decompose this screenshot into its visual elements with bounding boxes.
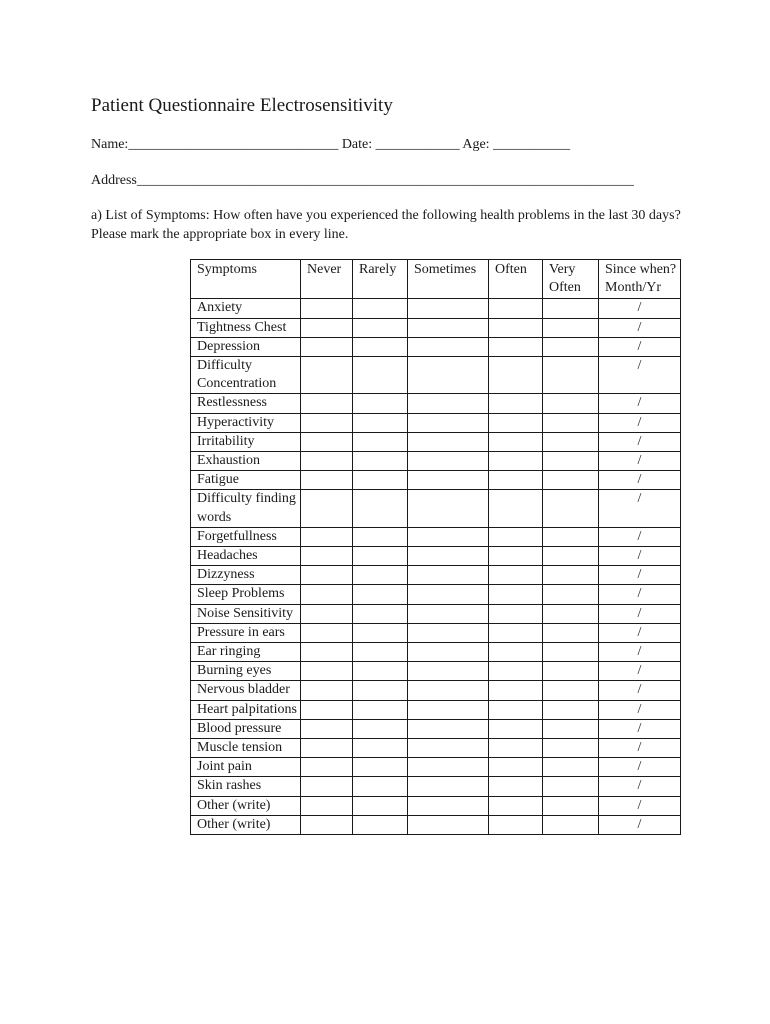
very-often-checkbox-cell[interactable] [543,413,599,432]
sometimes-checkbox-cell[interactable] [408,796,489,815]
symptom-name: Muscle tension [191,739,301,758]
table-row [191,662,681,681]
since-when-field[interactable]: / [599,299,681,318]
never-checkbox-cell[interactable] [301,643,353,662]
very-often-checkbox-cell[interactable] [543,299,599,318]
never-checkbox-cell[interactable] [301,413,353,432]
sometimes-checkbox-cell[interactable] [408,471,489,490]
very-often-checkbox-cell[interactable] [543,527,599,546]
often-checkbox-cell[interactable] [489,758,543,777]
since-when-field[interactable]: / [599,815,681,834]
symptom-name: Difficulty finding words [191,490,301,527]
sometimes-checkbox-cell[interactable] [408,604,489,623]
very-often-checkbox-cell[interactable] [543,357,599,394]
since-when-field[interactable]: / [599,585,681,604]
sometimes-checkbox-cell[interactable] [408,815,489,834]
very-often-checkbox-cell[interactable] [543,394,599,413]
never-checkbox-cell[interactable] [301,758,353,777]
address-line[interactable]: Address_______________________________________________________________________ [91,173,634,188]
table-row [191,490,681,527]
rarely-checkbox-cell[interactable] [353,662,408,681]
since-when-field[interactable]: / [599,604,681,623]
since-when-field[interactable]: / [599,318,681,337]
rarely-checkbox-cell[interactable] [353,700,408,719]
rarely-checkbox-cell[interactable] [353,471,408,490]
header-sometimes: Sometimes [408,260,489,299]
never-checkbox-cell[interactable] [301,337,353,356]
never-checkbox-cell[interactable] [301,299,353,318]
sometimes-checkbox-cell[interactable] [408,452,489,471]
often-checkbox-cell[interactable] [489,777,543,796]
symptom-name: Depression [191,337,301,356]
sometimes-checkbox-cell[interactable] [408,739,489,758]
often-checkbox-cell[interactable] [489,413,543,432]
table-row [191,739,681,758]
never-checkbox-cell[interactable] [301,604,353,623]
often-checkbox-cell[interactable] [489,299,543,318]
often-checkbox-cell[interactable] [489,547,543,566]
table-header-row [191,260,681,299]
since-when-field[interactable]: / [599,643,681,662]
since-when-field[interactable]: / [599,394,681,413]
often-checkbox-cell[interactable] [489,357,543,394]
symptom-name: Difficulty Concentration [191,357,301,394]
sometimes-checkbox-cell[interactable] [408,719,489,738]
rarely-checkbox-cell[interactable] [353,318,408,337]
sometimes-checkbox-cell[interactable] [408,432,489,451]
very-often-checkbox-cell[interactable] [543,318,599,337]
often-checkbox-cell[interactable] [489,623,543,642]
symptom-name: Exhaustion [191,452,301,471]
symptoms-instructions: a) List of Symptoms: How often have you experienced the following health problems in the last 30 days? Please mark the appropriate box in every line. [91,208,681,242]
symptom-name: Burning eyes [191,662,301,681]
symptom-name: Other (write) [191,815,301,834]
symptom-name: Anxiety [191,299,301,318]
table-row [191,643,681,662]
very-often-checkbox-cell[interactable] [543,471,599,490]
symptom-name: Tightness Chest [191,318,301,337]
never-checkbox-cell[interactable] [301,566,353,585]
sometimes-checkbox-cell[interactable] [408,413,489,432]
since-when-field[interactable]: / [599,357,681,394]
never-checkbox-cell[interactable] [301,681,353,700]
table-row [191,585,681,604]
never-checkbox-cell[interactable] [301,547,353,566]
symptom-name: Blood pressure [191,719,301,738]
since-when-field[interactable]: / [599,739,681,758]
very-often-checkbox-cell[interactable] [543,719,599,738]
sometimes-checkbox-cell[interactable] [408,700,489,719]
table-row [191,318,681,337]
table-row [191,719,681,738]
often-checkbox-cell[interactable] [489,490,543,527]
symptom-name: Restlessness [191,394,301,413]
table-row [191,357,681,394]
very-often-checkbox-cell[interactable] [543,815,599,834]
symptom-name: Irritability [191,432,301,451]
symptoms-table [190,259,681,835]
table-row [191,777,681,796]
often-checkbox-cell[interactable] [489,662,543,681]
sometimes-checkbox-cell[interactable] [408,681,489,700]
symptom-name: Dizzyness [191,566,301,585]
often-checkbox-cell[interactable] [489,739,543,758]
rarely-checkbox-cell[interactable] [353,432,408,451]
table-row [191,623,681,642]
often-checkbox-cell[interactable] [489,643,543,662]
rarely-checkbox-cell[interactable] [353,777,408,796]
very-often-checkbox-cell[interactable] [543,432,599,451]
symptom-name: Noise Sensitivity [191,604,301,623]
rarely-checkbox-cell[interactable] [353,566,408,585]
since-when-field[interactable]: / [599,566,681,585]
rarely-checkbox-cell[interactable] [353,758,408,777]
table-row [191,758,681,777]
name-date-age-line[interactable]: Name:______________________________ Date: ____________ Age: ___________ [91,137,571,152]
symptom-name: Joint pain [191,758,301,777]
very-often-checkbox-cell[interactable] [543,643,599,662]
since-when-field[interactable]: / [599,681,681,700]
rarely-checkbox-cell[interactable] [353,739,408,758]
rarely-checkbox-cell[interactable] [353,681,408,700]
since-when-field[interactable]: / [599,700,681,719]
never-checkbox-cell[interactable] [301,777,353,796]
very-often-checkbox-cell[interactable] [543,623,599,642]
symptom-name: Fatigue [191,471,301,490]
symptom-name: Nervous bladder [191,681,301,700]
since-when-field[interactable]: / [599,471,681,490]
never-checkbox-cell[interactable] [301,719,353,738]
never-checkbox-cell[interactable] [301,318,353,337]
never-checkbox-cell[interactable] [301,739,353,758]
since-when-field[interactable]: / [599,452,681,471]
never-checkbox-cell[interactable] [301,490,353,527]
never-checkbox-cell[interactable] [301,471,353,490]
header-often: Often [489,260,543,299]
since-when-field[interactable]: / [599,432,681,451]
rarely-checkbox-cell[interactable] [353,604,408,623]
often-checkbox-cell[interactable] [489,796,543,815]
very-often-checkbox-cell[interactable] [543,700,599,719]
table-row [191,432,681,451]
very-often-checkbox-cell[interactable] [543,566,599,585]
table-row [191,566,681,585]
table-row [191,796,681,815]
rarely-checkbox-cell[interactable] [353,337,408,356]
since-when-field[interactable]: / [599,623,681,642]
never-checkbox-cell[interactable] [301,394,353,413]
sometimes-checkbox-cell[interactable] [408,643,489,662]
rarely-checkbox-cell[interactable] [353,413,408,432]
often-checkbox-cell[interactable] [489,719,543,738]
symptom-name: Sleep Problems [191,585,301,604]
rarely-checkbox-cell[interactable] [353,623,408,642]
header-rarely: Rarely [353,260,408,299]
rarely-checkbox-cell[interactable] [353,299,408,318]
symptom-name: Pressure in ears [191,623,301,642]
sometimes-checkbox-cell[interactable] [408,585,489,604]
table-row [191,681,681,700]
table-row [191,815,681,834]
table-row [191,547,681,566]
sometimes-checkbox-cell[interactable] [408,547,489,566]
since-when-field[interactable]: / [599,547,681,566]
sometimes-checkbox-cell[interactable] [408,566,489,585]
symptom-name: Hyperactivity [191,413,301,432]
since-when-field[interactable]: / [599,662,681,681]
never-checkbox-cell[interactable] [301,432,353,451]
since-when-field[interactable]: / [599,527,681,546]
table-row [191,527,681,546]
often-checkbox-cell[interactable] [489,432,543,451]
rarely-checkbox-cell[interactable] [353,527,408,546]
often-checkbox-cell[interactable] [489,681,543,700]
rarely-checkbox-cell[interactable] [353,547,408,566]
symptom-name: Headaches [191,547,301,566]
often-checkbox-cell[interactable] [489,604,543,623]
sometimes-checkbox-cell[interactable] [408,527,489,546]
since-when-field[interactable]: / [599,337,681,356]
table-row [191,471,681,490]
very-often-checkbox-cell[interactable] [543,739,599,758]
sometimes-checkbox-cell[interactable] [408,357,489,394]
symptom-name: Other (write) [191,796,301,815]
often-checkbox-cell[interactable] [489,318,543,337]
header-very-often: Very Often [543,260,599,299]
header-symptoms: Symptoms [191,260,301,299]
often-checkbox-cell[interactable] [489,471,543,490]
rarely-checkbox-cell[interactable] [353,394,408,413]
rarely-checkbox-cell[interactable] [353,719,408,738]
often-checkbox-cell[interactable] [489,700,543,719]
never-checkbox-cell[interactable] [301,452,353,471]
header-never: Never [301,260,353,299]
rarely-checkbox-cell[interactable] [353,490,408,527]
symptom-name: Skin rashes [191,777,301,796]
rarely-checkbox-cell[interactable] [353,796,408,815]
sometimes-checkbox-cell[interactable] [408,758,489,777]
never-checkbox-cell[interactable] [301,662,353,681]
sometimes-checkbox-cell[interactable] [408,623,489,642]
since-when-field[interactable]: / [599,490,681,527]
never-checkbox-cell[interactable] [301,700,353,719]
rarely-checkbox-cell[interactable] [353,815,408,834]
rarely-checkbox-cell[interactable] [353,357,408,394]
often-checkbox-cell[interactable] [489,337,543,356]
very-often-checkbox-cell[interactable] [543,796,599,815]
sometimes-checkbox-cell[interactable] [408,662,489,681]
very-often-checkbox-cell[interactable] [543,681,599,700]
very-often-checkbox-cell[interactable] [543,604,599,623]
often-checkbox-cell[interactable] [489,452,543,471]
header-since-when: Since when? Month/Yr [599,260,681,299]
very-often-checkbox-cell[interactable] [543,490,599,527]
table-row [191,299,681,318]
symptom-name: Ear ringing [191,643,301,662]
since-when-field[interactable]: / [599,758,681,777]
table-row [191,604,681,623]
rarely-checkbox-cell[interactable] [353,585,408,604]
never-checkbox-cell[interactable] [301,796,353,815]
since-when-field[interactable]: / [599,796,681,815]
never-checkbox-cell[interactable] [301,585,353,604]
very-often-checkbox-cell[interactable] [543,758,599,777]
rarely-checkbox-cell[interactable] [353,452,408,471]
symptom-name: Forgetfullness [191,527,301,546]
often-checkbox-cell[interactable] [489,527,543,546]
never-checkbox-cell[interactable] [301,527,353,546]
never-checkbox-cell[interactable] [301,815,353,834]
document-title: Patient Questionnaire Electrosensitivity [91,95,393,116]
very-often-checkbox-cell[interactable] [543,585,599,604]
very-often-checkbox-cell[interactable] [543,662,599,681]
very-often-checkbox-cell[interactable] [543,337,599,356]
often-checkbox-cell[interactable] [489,585,543,604]
sometimes-checkbox-cell[interactable] [408,490,489,527]
since-when-field[interactable]: / [599,719,681,738]
table-row [191,337,681,356]
often-checkbox-cell[interactable] [489,566,543,585]
sometimes-checkbox-cell[interactable] [408,299,489,318]
never-checkbox-cell[interactable] [301,623,353,642]
sometimes-checkbox-cell[interactable] [408,394,489,413]
very-often-checkbox-cell[interactable] [543,547,599,566]
never-checkbox-cell[interactable] [301,357,353,394]
very-often-checkbox-cell[interactable] [543,452,599,471]
table-row [191,413,681,432]
sometimes-checkbox-cell[interactable] [408,318,489,337]
table-row [191,394,681,413]
table-row [191,700,681,719]
since-when-field[interactable]: / [599,413,681,432]
since-when-field[interactable]: / [599,777,681,796]
often-checkbox-cell[interactable] [489,394,543,413]
symptom-name: Heart palpitations [191,700,301,719]
sometimes-checkbox-cell[interactable] [408,777,489,796]
sometimes-checkbox-cell[interactable] [408,337,489,356]
often-checkbox-cell[interactable] [489,815,543,834]
rarely-checkbox-cell[interactable] [353,643,408,662]
very-often-checkbox-cell[interactable] [543,777,599,796]
table-row [191,452,681,471]
